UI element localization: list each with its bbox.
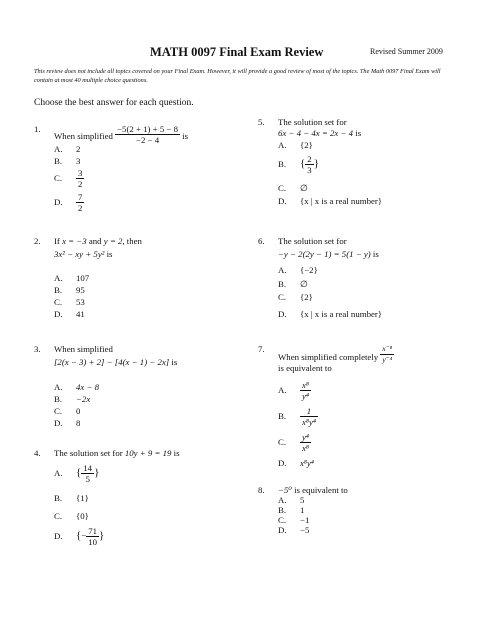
question-stem: When simplified — [54, 344, 113, 354]
option-a: A. 5 — [278, 495, 305, 505]
option-c: C. ∅ — [278, 183, 308, 193]
option-b: B. −2x — [54, 394, 91, 404]
question-number: 6. — [258, 236, 265, 246]
question-stem: −5⁰ is equivalent to — [278, 485, 348, 495]
option-b: B. ∅ — [278, 279, 308, 289]
page-title: MATH 0097 Final Exam Review — [150, 45, 324, 59]
option-b: B. 95 — [54, 285, 85, 295]
option-b: B. {1} — [54, 493, 89, 503]
question-stem: The solution set for — [278, 117, 347, 127]
revision-note: Revised Summer 2009 — [370, 47, 443, 56]
question-expression: [2(x − 3) + 2] − [4(x − 1) − 2x] is — [54, 357, 178, 367]
option-d: D. 41 — [54, 309, 85, 319]
question-stem: When simplified $\frac{-5(2 + 1) + 5 - 8}{-2 - 4}$ is — [54, 124, 189, 145]
option-a: A. 2 — [54, 144, 81, 154]
option-d: D. x⁸y⁴ — [278, 458, 314, 468]
option-c: C. $\frac{\text{y⁴}}{\text{x⁸}}$ — [278, 432, 309, 453]
question-1 — [34, 112, 254, 222]
question-6 — [258, 236, 478, 326]
option-a: A. $\frac{\text{x⁸}}{\text{y⁴}}$ — [278, 380, 309, 401]
option-d: D. −5 — [278, 525, 310, 535]
question-number: 5. — [258, 117, 265, 127]
question-expression: 6x − 4 − 4x = 2x − 4 is — [278, 128, 362, 138]
instructions: Choose the best answer for each question. — [34, 98, 194, 108]
option-c: C. 53 — [54, 297, 85, 307]
option-b: B. { $\frac{2}{3}$ } — [278, 154, 319, 175]
question-number: 3. — [34, 344, 41, 354]
question-tail: is equivalent to — [278, 363, 332, 373]
intro-paragraph: This review does not include all topics covered on your Final Exam. However, it will provide a good review of most of the topics. The Math 0097 Final Exam will contain at most 40 multiple choice questions. — [34, 68, 441, 84]
option-d: D. 8 — [54, 418, 81, 428]
question-4 — [34, 448, 254, 568]
question-expression: −y − 2(2y − 1) = 5(1 − y) is — [278, 249, 379, 259]
question-number: 1. — [34, 124, 41, 134]
question-8 — [258, 485, 478, 555]
option-b: B. 1 — [278, 505, 305, 515]
question-stem: The solution set for — [278, 236, 347, 246]
question-5 — [258, 117, 478, 217]
option-d: D. {x | x is a real number} — [278, 309, 383, 319]
option-d: D. {− $\frac{71}{10}$ } — [54, 526, 105, 547]
option-c: C. {2} — [278, 292, 313, 302]
option-c: C. $\frac{3}{2}$ — [54, 168, 83, 189]
option-d: D. {x | x is a real number} — [278, 196, 383, 206]
option-c: C. 0 — [54, 406, 81, 416]
question-number: 7. — [258, 344, 265, 354]
option-b: B. $\frac{1}{\text{x⁸y⁴}}$ — [278, 406, 316, 427]
question-stem: When simplified completely $\frac{\text{x⁻⁸}}{\text{y⁻⁴}}$ — [278, 344, 393, 364]
option-a: A. 107 — [54, 273, 90, 283]
question-number: 2. — [34, 236, 41, 246]
option-c: C. {0} — [54, 511, 89, 521]
option-a: A. {−2} — [278, 265, 318, 275]
option-a: A. { $\frac{14}{5}$ } — [54, 463, 100, 484]
option-d: D. $\frac{7}{2}$ — [54, 192, 83, 213]
question-stem: If x = −3 and y = 2, then — [54, 236, 142, 246]
option-b: B. 3 — [54, 156, 81, 166]
option-c: C. −1 — [278, 515, 310, 525]
question-7 — [258, 336, 478, 496]
expression-fraction: $\frac{-5(2 + 1) + 5 - 8}{-2 - 4}$ — [117, 124, 178, 145]
option-a: A. {2} — [278, 140, 313, 150]
question-stem: The solution set for 10y + 9 = 19 is — [54, 448, 180, 458]
question-number: 8. — [258, 485, 265, 495]
question-number: 4. — [34, 448, 41, 458]
question-2 — [34, 236, 254, 326]
question-3 — [34, 344, 254, 434]
question-expression: 3x² − xy + 5y² is — [54, 249, 113, 259]
option-a: A. 4x − 8 — [54, 382, 100, 392]
